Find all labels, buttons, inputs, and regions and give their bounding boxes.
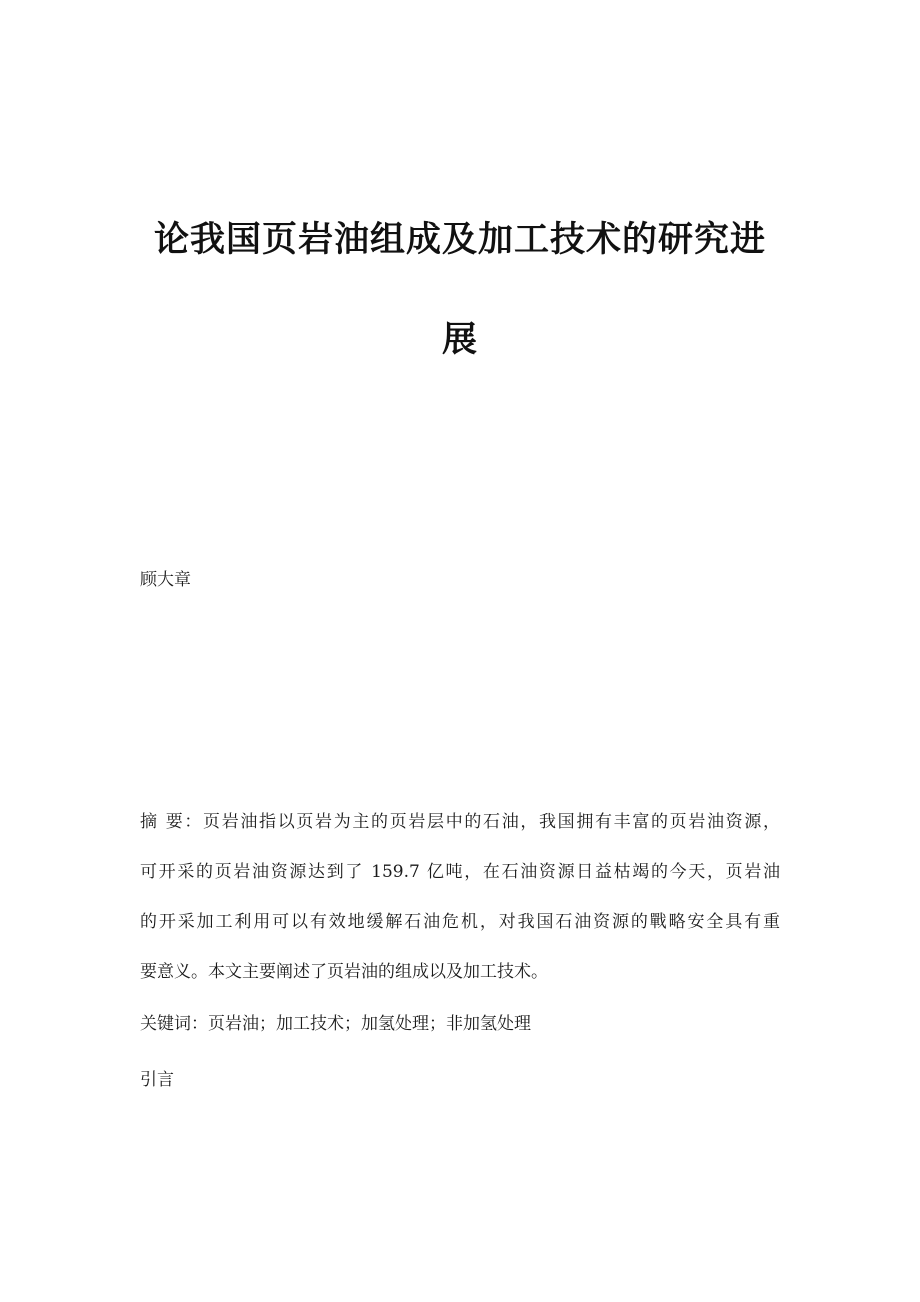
author-name: 顾大章 [140,570,191,590]
abstract-paragraph [140,810,780,1010]
keywords-line: 关键词：页岩油；加工技术；加氢处理；非加氢处理 [140,1014,531,1034]
intro-heading: 引言 [140,1070,174,1090]
title-line-2: 展 [441,319,478,360]
abstract-line: 的开采加工利用可以有效地缓解石油危机，对我国石油资源的戰略安全具有重 [140,912,780,932]
abstract-line: 摘 要：页岩油指以页岩为主的页岩层中的石油，我国拥有丰富的页岩油资源， [140,812,780,832]
abstract-line: 要意义。本文主要阐述了页岩油的组成以及加工技术。 [140,962,548,982]
title-line-1: 论我国页岩油组成及加工技术的研究进 [153,219,766,260]
abstract-line: 可开采的页岩油资源达到了 159.7 亿吨，在石油资源日益枯竭的今天，页岩油 [140,862,780,882]
